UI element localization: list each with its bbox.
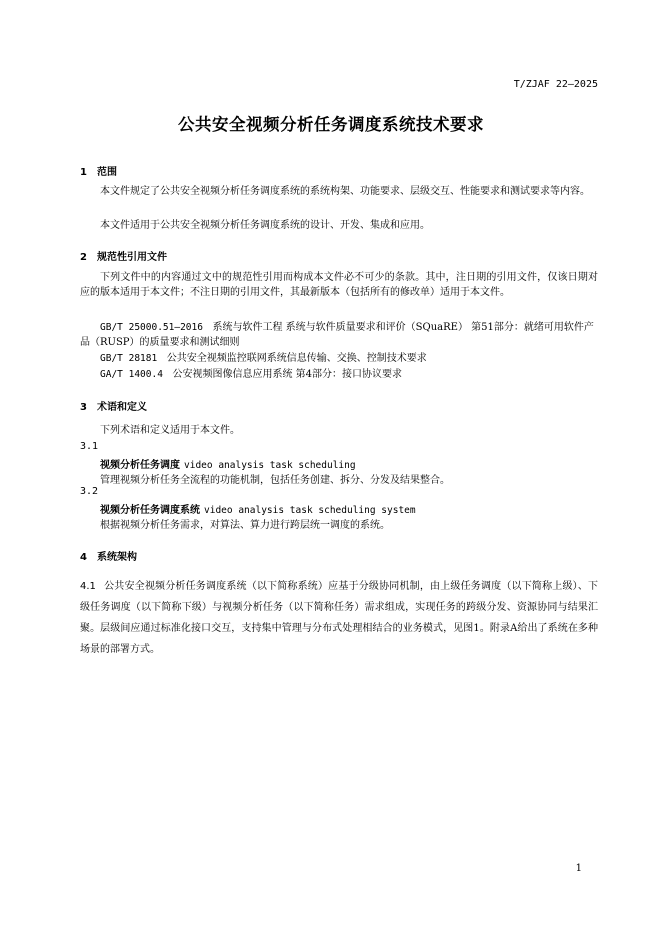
section-title: 术语和定义	[97, 402, 147, 413]
clause-text: 公共安全视频分析任务调度系统（以下简称系统）应基于分级协同机制，由上级任务调度（以下简称上级）、下级任务调度（以下简称下级）与视频分析任务（以下简称任务）需求组成，实现任务的跨级分发、资源协同与结果汇聚。层级间应通过标准化接口交互，支持集中管理与分布式处理相结合的业务模式，见图1。附录A给出了系统在多种场景的部署方式。	[80, 581, 598, 655]
term-chinese: 视频分析任务调度系统	[100, 505, 200, 516]
reference-title: 系统与软件工程 系统与软件质量要求和评价（SQuaRE） 第51部分：就绪可用软件产品（RUSP）的质量要求和测试细则	[80, 322, 594, 348]
term-entry	[100, 501, 416, 516]
section-title: 范围	[97, 167, 117, 178]
reference-title: 公共安全视频监控联网系统信息传输、交换、控制技术要求	[166, 353, 427, 364]
section-number: 4	[80, 552, 87, 563]
reference-id: GB/T 28181	[100, 353, 158, 364]
term-chinese: 视频分析任务调度	[100, 460, 180, 471]
term-number: 3.1	[80, 441, 99, 452]
section-3-intro: 下列术语和定义适用于本文件。	[100, 425, 240, 436]
section-number: 1	[80, 167, 87, 178]
reference-item	[80, 351, 598, 366]
reference-item	[80, 367, 598, 382]
section-1-paragraph-2: 本文件适用于公共安全视频分析任务调度系统的设计、开发、集成和应用。	[100, 220, 430, 231]
section-2-intro: 下列文件中的内容通过文中的规范性引用而构成本文件必不可少的条款。其中，注日期的引用文件，仅该日期对应的版本适用于本文件；不注日期的引用文件，其最新版本（包括所有的修改单）适用于本文件。	[80, 272, 598, 298]
section-1-heading	[80, 163, 117, 178]
reference-title: 公安视频图像信息应用系统 第4部分：接口协议要求	[172, 369, 403, 380]
term-definition: 根据视频分析任务需求，对算法、算力进行跨层统一调度的系统。	[100, 520, 390, 531]
clause-number: 4.1	[80, 581, 96, 592]
section-2-heading	[80, 248, 167, 263]
page-title: 公共安全视频分析任务调度系统技术要求	[178, 115, 484, 134]
section-number: 2	[80, 252, 87, 263]
page-number: 1	[575, 863, 582, 874]
section-3-heading	[80, 398, 147, 413]
section-number: 3	[80, 402, 87, 413]
reference-id: GA/T 1400.4	[100, 369, 163, 380]
section-4-heading	[80, 548, 137, 563]
term-definition: 管理视频分析任务全流程的功能机制，包括任务创建、拆分、分发及结果整合。	[100, 475, 450, 486]
term-english: video analysis task scheduling	[184, 460, 356, 471]
clause-4-1	[80, 576, 598, 660]
term-number: 3.2	[80, 486, 99, 497]
section-1-paragraph-1: 本文件规定了公共安全视频分析任务调度系统的系统构架、功能要求、层级交互、性能要求和测试要求等内容。	[100, 186, 590, 197]
reference-id: GB/T 25000.51—2016	[100, 322, 203, 333]
document-code: T/ZJAF 22—2025	[513, 79, 598, 90]
reference-item	[80, 320, 598, 350]
term-entry	[100, 456, 356, 471]
term-english: video analysis task scheduling system	[204, 505, 416, 516]
section-title: 规范性引用文件	[97, 252, 167, 263]
section-title: 系统架构	[97, 552, 137, 563]
